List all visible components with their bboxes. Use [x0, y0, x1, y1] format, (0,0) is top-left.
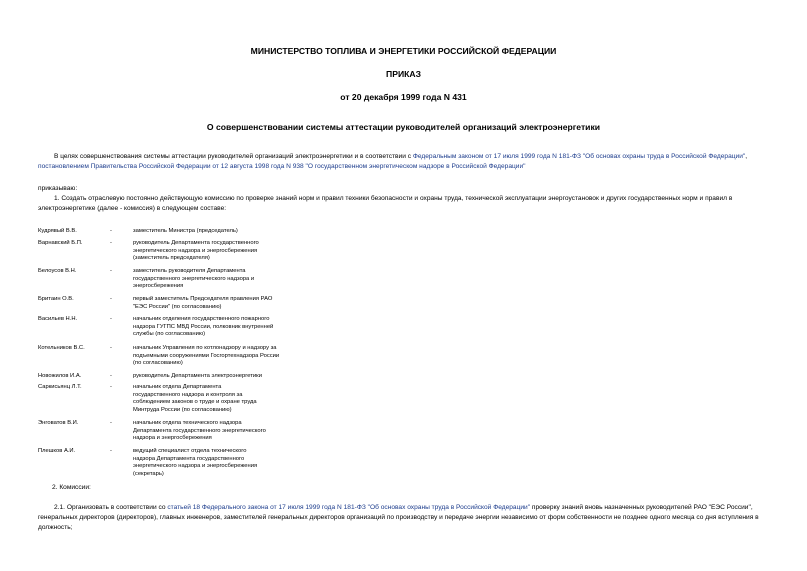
member-role-line: надзора и энергосбережения: [133, 435, 212, 442]
member-dash: -: [110, 384, 112, 390]
member-role: [133, 384, 313, 414]
member-role-line: заместитель руководителя Департамента: [133, 268, 246, 274]
member-name: Котельников В.С.: [38, 345, 85, 351]
item-2-1-text: 2.1. Организовать в соответствии со: [54, 504, 168, 511]
item-1-paragraph: [38, 194, 772, 214]
item-2-1-paragraph: [38, 503, 772, 533]
member-role: [133, 345, 313, 368]
member-role-line: начальник отдела технического надзора: [133, 420, 242, 426]
document-date-number: от 20 декабря 1999 года N 431: [340, 92, 467, 102]
member-role-line: руководитель Департамента электроэнергетики: [133, 373, 262, 379]
member-dash: -: [110, 316, 112, 322]
member-role-line: энергетического надзора и энергосбережения: [133, 247, 258, 254]
member-role: [133, 268, 313, 291]
member-role-line: Департамента государственного энергетического: [133, 427, 266, 434]
member-role: [133, 296, 313, 311]
member-name: Энговатов В.И.: [38, 420, 79, 426]
member-name: Плешков А.И.: [38, 448, 76, 454]
member-dash: -: [110, 448, 112, 454]
member-role-line: Минтруда России (по согласованию): [133, 406, 232, 413]
member-role-line: ведущий специалист отдела технического: [133, 448, 247, 454]
ministry-heading: МИНИСТЕРСТВО ТОПЛИВА И ЭНЕРГЕТИКИ РОССИЙСКОЙ ФЕДЕРАЦИИ: [250, 46, 557, 56]
member-dash: -: [110, 420, 112, 426]
member-role-line: (заместитель председателя): [133, 255, 210, 262]
government-decree-link[interactable]: постановлением Правительства Российской Федерации от 12 августа 1998 года N 938 "О государственном энергетическом надзоре в Российской Федерации": [38, 163, 526, 170]
member-role-line: энергосбережения: [133, 283, 184, 290]
member-role-line: "ЕЭС России" (по согласованию): [133, 303, 222, 310]
member-role-line: надзора Департамента государственного: [133, 455, 245, 462]
preamble-separator: ,: [745, 153, 748, 160]
member-dash: -: [110, 296, 112, 302]
member-name: Бритаин О.В.: [38, 296, 74, 302]
member-role: [133, 316, 313, 339]
member-role-line: первый заместитель Председателя правления РАО: [133, 296, 273, 302]
member-role-line: заместитель Министра (председатель): [133, 228, 238, 234]
member-name: Васильев Н.Н.: [38, 316, 78, 322]
member-role-line: (секретарь): [133, 470, 164, 477]
member-name: Кудрявый В.В.: [38, 228, 77, 234]
member-role-line: государственного энергетического надзора и: [133, 275, 255, 282]
member-dash: -: [110, 345, 112, 351]
member-role-line: надзора ГУГПС МВД России, полковник внутренней: [133, 323, 274, 330]
item-1-text: 1. Создать отраслевую постоянно действующую комиссию по проверке знаний норм и правил техники безопасности и охраны труда, технической эксплуатации энергоустановок и других государственных норм и правил в электроэнергетике (далее - комиссия) в следующем составе:: [38, 195, 733, 212]
member-role-line: подъемными сооружениями Госгортехнадзора России: [133, 352, 280, 359]
item-2-heading: 2. Комиссии:: [52, 484, 91, 491]
article-18-link[interactable]: статьей 18 Федерального закона от 17 июля 1999 года N 181-ФЗ "Об основах охраны труда в Российской Федерации": [167, 504, 531, 511]
member-dash: -: [110, 268, 112, 274]
member-role: [133, 420, 313, 443]
member-name: Варнавский Б.П.: [38, 240, 83, 246]
member-role-line: (по согласованию): [133, 360, 183, 367]
member-name: Новожилов И.А.: [38, 373, 82, 379]
member-role-line: руководитель Департамента государственного: [133, 240, 259, 246]
member-role-line: службы (по согласованию): [133, 331, 206, 338]
document-type: ПРИКАЗ: [386, 69, 421, 79]
member-role: [133, 448, 313, 478]
document-title: О совершенствовании системы аттестации руководителей организаций электроэнергетики: [206, 122, 601, 132]
member-name: Саркисьянц Л.Т.: [38, 384, 82, 390]
preamble-text: В целях совершенствования системы аттестации руководителей организаций электроэнергетики и в соответствии с: [54, 153, 413, 160]
member-role-line: начальник отделения государственного пожарного: [133, 316, 270, 322]
member-dash: -: [110, 228, 112, 234]
member-role-line: начальник отдела Департамента: [133, 384, 222, 390]
member-dash: -: [110, 240, 112, 246]
preamble-paragraph: [38, 152, 772, 172]
member-role-line: начальник Управления по котлонадзору и надзору за: [133, 345, 277, 351]
member-role-line: энергетического надзора и энергосбережения: [133, 463, 258, 470]
member-role-line: соблюдением законов о труде и охране труда: [133, 399, 257, 406]
member-dash: -: [110, 373, 112, 379]
member-name: Белоусов В.Н.: [38, 268, 77, 274]
item-2-1-continuation: проверку знаний вновь назначенных руководителей РАО "ЕЭС России", генеральных директоров (директоров), главных инженеров, заместителей генеральных директоров организаций по производству и передаче энергии независимо от форм собственности не позднее одного месяца со дня вступления в должность;: [38, 504, 759, 531]
order-word: приказываю:: [38, 185, 78, 192]
member-role: [133, 373, 313, 381]
member-role: [133, 240, 313, 263]
member-role-line: государственного надзора и контроля за: [133, 391, 243, 398]
federal-law-link[interactable]: Федеральным законом от 17 июля 1999 года N 181-ФЗ "Об основах охраны труда в Российской Федерации": [412, 153, 746, 160]
member-role: [133, 228, 313, 236]
